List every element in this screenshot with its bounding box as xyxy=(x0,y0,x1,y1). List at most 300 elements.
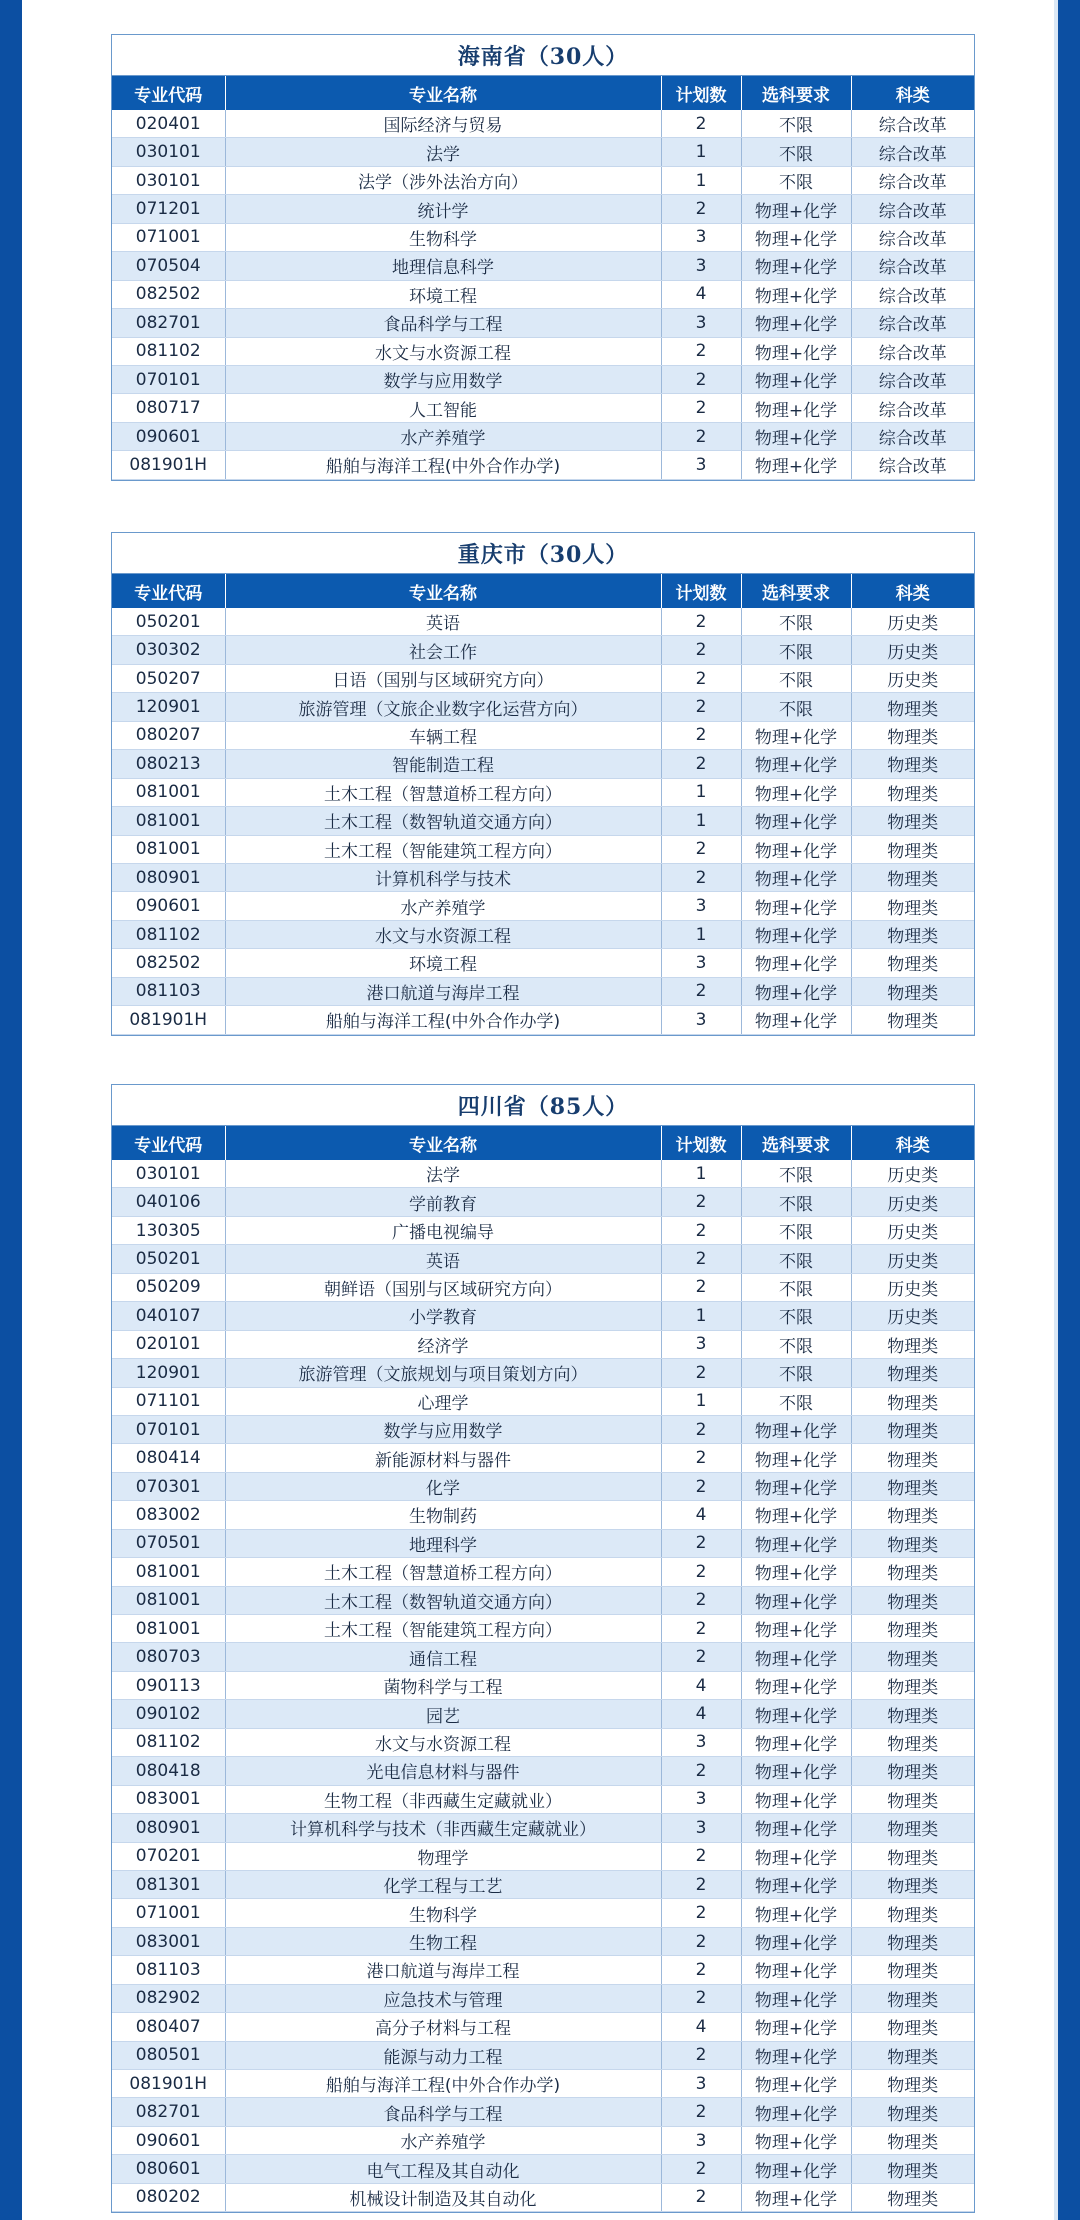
cell-category: 物理类 xyxy=(851,2041,974,2069)
cell-subject-requirement: 物理+化学 xyxy=(741,252,851,280)
cell-subject-requirement: 物理+化学 xyxy=(741,195,851,223)
cell-code: 090113 xyxy=(112,1671,225,1699)
cell-plan-count: 4 xyxy=(661,2013,741,2041)
cell-category: 综合改革 xyxy=(851,223,974,251)
cell-plan-count: 2 xyxy=(661,1899,741,1927)
cell-code: 070101 xyxy=(112,365,225,393)
cell-code: 080213 xyxy=(112,750,225,778)
cell-subject-requirement: 物理+化学 xyxy=(741,920,851,948)
table-row xyxy=(112,949,974,977)
cell-subject-requirement: 物理+化学 xyxy=(741,337,851,365)
cell-category: 物理类 xyxy=(851,863,974,891)
cell-plan-count: 3 xyxy=(661,252,741,280)
cell-category: 历史类 xyxy=(851,1302,974,1330)
right-border-bar xyxy=(1058,0,1080,2220)
cell-plan-count: 2 xyxy=(661,1216,741,1244)
cell-plan-count: 3 xyxy=(661,2126,741,2154)
cell-plan-count: 2 xyxy=(661,608,741,636)
cell-category: 物理类 xyxy=(851,1814,974,1842)
cell-subject-requirement: 物理+化学 xyxy=(741,223,851,251)
cell-code: 071001 xyxy=(112,223,225,251)
cell-name: 土木工程（智能建筑工程方向） xyxy=(225,1615,661,1643)
cell-plan-count: 1 xyxy=(661,1387,741,1415)
cell-name: 地理科学 xyxy=(225,1529,661,1557)
cell-plan-count: 2 xyxy=(661,835,741,863)
cell-plan-count: 1 xyxy=(661,166,741,194)
cell-category: 物理类 xyxy=(851,1615,974,1643)
header-category: 科类 xyxy=(851,574,974,608)
table-row xyxy=(112,750,974,778)
cell-subject-requirement: 不限 xyxy=(741,1245,851,1273)
cell-category: 综合改革 xyxy=(851,422,974,450)
cell-name: 园艺 xyxy=(225,1700,661,1728)
cell-subject-requirement: 物理+化学 xyxy=(741,1558,851,1586)
cell-plan-count: 2 xyxy=(661,422,741,450)
cell-category: 物理类 xyxy=(851,1529,974,1557)
cell-plan-count: 2 xyxy=(661,1188,741,1216)
header-code: 专业代码 xyxy=(112,1126,225,1160)
cell-category: 物理类 xyxy=(851,1415,974,1443)
cell-category: 历史类 xyxy=(851,1245,974,1273)
cell-subject-requirement: 物理+化学 xyxy=(741,977,851,1005)
cell-code: 081001 xyxy=(112,807,225,835)
cell-name: 旅游管理（文旅规划与项目策划方向） xyxy=(225,1359,661,1387)
cell-subject-requirement: 物理+化学 xyxy=(741,1728,851,1756)
cell-category: 物理类 xyxy=(851,892,974,920)
cell-subject-requirement: 不限 xyxy=(741,664,851,692)
cell-category: 综合改革 xyxy=(851,309,974,337)
cell-category: 综合改革 xyxy=(851,337,974,365)
cell-category: 物理类 xyxy=(851,1359,974,1387)
header-category: 科类 xyxy=(851,76,974,110)
cell-category: 历史类 xyxy=(851,1273,974,1301)
cell-plan-count: 2 xyxy=(661,1586,741,1614)
cell-plan-count: 2 xyxy=(661,394,741,422)
cell-code: 080501 xyxy=(112,2041,225,2069)
cell-subject-requirement: 物理+化学 xyxy=(741,2155,851,2183)
table-row xyxy=(112,1842,974,1870)
cell-plan-count: 2 xyxy=(661,1444,741,1472)
cell-subject-requirement: 不限 xyxy=(741,1302,851,1330)
cell-code: 050201 xyxy=(112,608,225,636)
header-code: 专业代码 xyxy=(112,574,225,608)
table-row xyxy=(112,2126,974,2154)
cell-category: 物理类 xyxy=(851,1671,974,1699)
cell-name: 环境工程 xyxy=(225,280,661,308)
cell-subject-requirement: 物理+化学 xyxy=(741,1529,851,1557)
cell-category: 物理类 xyxy=(851,750,974,778)
cell-name: 车辆工程 xyxy=(225,721,661,749)
cell-name: 日语（国别与区域研究方向） xyxy=(225,664,661,692)
cell-plan-count: 3 xyxy=(661,2070,741,2098)
table-row xyxy=(112,1728,974,1756)
cell-category: 物理类 xyxy=(851,1501,974,1529)
cell-subject-requirement: 物理+化学 xyxy=(741,1444,851,1472)
cell-category: 综合改革 xyxy=(851,138,974,166)
cell-subject-requirement: 物理+化学 xyxy=(741,2013,851,2041)
cell-subject-requirement: 物理+化学 xyxy=(741,1501,851,1529)
cell-code: 080601 xyxy=(112,2155,225,2183)
cell-category: 综合改革 xyxy=(851,195,974,223)
cell-subject-requirement: 不限 xyxy=(741,1359,851,1387)
cell-plan-count: 3 xyxy=(661,1006,741,1034)
cell-name: 生物工程（非西藏生定藏就业） xyxy=(225,1785,661,1813)
cell-plan-count: 2 xyxy=(661,750,741,778)
cell-subject-requirement: 不限 xyxy=(741,1387,851,1415)
cell-plan-count: 2 xyxy=(661,1558,741,1586)
table-row xyxy=(112,1415,974,1443)
cell-code: 030302 xyxy=(112,636,225,664)
cell-code: 090601 xyxy=(112,892,225,920)
table-row xyxy=(112,863,974,891)
cell-code: 080207 xyxy=(112,721,225,749)
cell-code: 120901 xyxy=(112,693,225,721)
cell-category: 物理类 xyxy=(851,1387,974,1415)
table-row xyxy=(112,223,974,251)
cell-category: 综合改革 xyxy=(851,252,974,280)
table-row xyxy=(112,110,974,138)
table-row xyxy=(112,807,974,835)
cell-name: 法学 xyxy=(225,138,661,166)
cell-category: 物理类 xyxy=(851,1757,974,1785)
cell-category: 物理类 xyxy=(851,1586,974,1614)
cell-code: 070101 xyxy=(112,1415,225,1443)
cell-subject-requirement: 物理+化学 xyxy=(741,280,851,308)
cell-code: 080418 xyxy=(112,1757,225,1785)
cell-plan-count: 2 xyxy=(661,2041,741,2069)
cell-name: 船舶与海洋工程(中外合作办学) xyxy=(225,2070,661,2098)
cell-category: 物理类 xyxy=(851,1643,974,1671)
cell-name: 通信工程 xyxy=(225,1643,661,1671)
cell-name: 统计学 xyxy=(225,195,661,223)
cell-name: 小学教育 xyxy=(225,1302,661,1330)
cell-category: 历史类 xyxy=(851,636,974,664)
cell-plan-count: 2 xyxy=(661,2098,741,2126)
cell-name: 朝鲜语（国别与区域研究方向） xyxy=(225,1273,661,1301)
cell-plan-count: 1 xyxy=(661,1302,741,1330)
cell-plan-count: 2 xyxy=(661,693,741,721)
cell-name: 英语 xyxy=(225,1245,661,1273)
cell-plan-count: 2 xyxy=(661,977,741,1005)
cell-name: 船舶与海洋工程(中外合作办学) xyxy=(225,1006,661,1034)
cell-subject-requirement: 不限 xyxy=(741,1160,851,1188)
cell-plan-count: 2 xyxy=(661,721,741,749)
province-table-panel xyxy=(111,532,975,1036)
cell-category: 物理类 xyxy=(851,807,974,835)
cell-plan-count: 2 xyxy=(661,1472,741,1500)
cell-name: 化学 xyxy=(225,1472,661,1500)
cell-name: 生物制药 xyxy=(225,1501,661,1529)
cell-plan-count: 2 xyxy=(661,1273,741,1301)
cell-plan-count: 3 xyxy=(661,309,741,337)
province-title: 重庆市（30人） xyxy=(112,533,974,574)
cell-category: 综合改革 xyxy=(851,166,974,194)
cell-subject-requirement: 物理+化学 xyxy=(741,309,851,337)
cell-plan-count: 4 xyxy=(661,1700,741,1728)
table-row xyxy=(112,280,974,308)
cell-subject-requirement: 物理+化学 xyxy=(741,422,851,450)
cell-plan-count: 2 xyxy=(661,2155,741,2183)
table-row xyxy=(112,1956,974,1984)
cell-name: 环境工程 xyxy=(225,949,661,977)
table-row xyxy=(112,1984,974,2012)
cell-name: 生物科学 xyxy=(225,223,661,251)
cell-code: 040107 xyxy=(112,1302,225,1330)
cell-name: 应急技术与管理 xyxy=(225,1984,661,2012)
table-row xyxy=(112,1814,974,1842)
cell-category: 物理类 xyxy=(851,1700,974,1728)
table-row xyxy=(112,608,974,636)
cell-subject-requirement: 物理+化学 xyxy=(741,1814,851,1842)
table-row xyxy=(112,2098,974,2126)
cell-category: 物理类 xyxy=(851,1330,974,1358)
cell-name: 法学 xyxy=(225,1160,661,1188)
cell-plan-count: 2 xyxy=(661,1842,741,1870)
cell-category: 物理类 xyxy=(851,1899,974,1927)
cell-name: 数学与应用数学 xyxy=(225,365,661,393)
cell-plan-count: 2 xyxy=(661,1615,741,1643)
cell-name: 港口航道与海岸工程 xyxy=(225,977,661,1005)
cell-name: 光电信息材料与器件 xyxy=(225,1757,661,1785)
table-row xyxy=(112,1757,974,1785)
cell-name: 土木工程（智慧道桥工程方向） xyxy=(225,1558,661,1586)
table-row xyxy=(112,166,974,194)
cell-name: 人工智能 xyxy=(225,394,661,422)
cell-subject-requirement: 物理+化学 xyxy=(741,2126,851,2154)
cell-category: 物理类 xyxy=(851,1558,974,1586)
cell-name: 能源与动力工程 xyxy=(225,2041,661,2069)
cell-name: 高分子材料与工程 xyxy=(225,2013,661,2041)
cell-subject-requirement: 物理+化学 xyxy=(741,892,851,920)
cell-plan-count: 3 xyxy=(661,1785,741,1813)
cell-plan-count: 2 xyxy=(661,1643,741,1671)
cell-subject-requirement: 不限 xyxy=(741,608,851,636)
cell-plan-count: 1 xyxy=(661,920,741,948)
cell-subject-requirement: 物理+化学 xyxy=(741,2098,851,2126)
cell-category: 综合改革 xyxy=(851,110,974,138)
cell-plan-count: 3 xyxy=(661,223,741,251)
cell-name: 广播电视编导 xyxy=(225,1216,661,1244)
cell-code: 080901 xyxy=(112,1814,225,1842)
cell-category: 物理类 xyxy=(851,920,974,948)
cell-code: 082502 xyxy=(112,949,225,977)
cell-code: 081001 xyxy=(112,1615,225,1643)
table-row xyxy=(112,1501,974,1529)
cell-code: 071201 xyxy=(112,195,225,223)
table-row xyxy=(112,195,974,223)
cell-subject-requirement: 物理+化学 xyxy=(741,807,851,835)
cell-code: 080414 xyxy=(112,1444,225,1472)
cell-name: 法学（涉外法治方向） xyxy=(225,166,661,194)
cell-plan-count: 2 xyxy=(661,1757,741,1785)
cell-plan-count: 3 xyxy=(661,1728,741,1756)
cell-code: 081001 xyxy=(112,1586,225,1614)
cell-code: 082902 xyxy=(112,1984,225,2012)
cell-category: 历史类 xyxy=(851,664,974,692)
cell-code: 083001 xyxy=(112,1927,225,1955)
cell-subject-requirement: 不限 xyxy=(741,1188,851,1216)
cell-category: 物理类 xyxy=(851,2155,974,2183)
cell-name: 水产养殖学 xyxy=(225,2126,661,2154)
table-row xyxy=(112,394,974,422)
table-row xyxy=(112,138,974,166)
cell-category: 历史类 xyxy=(851,608,974,636)
cell-name: 地理信息科学 xyxy=(225,252,661,280)
cell-category: 历史类 xyxy=(851,1160,974,1188)
cell-subject-requirement: 物理+化学 xyxy=(741,1006,851,1034)
cell-subject-requirement: 物理+化学 xyxy=(741,863,851,891)
table-row xyxy=(112,1273,974,1301)
cell-code: 080703 xyxy=(112,1643,225,1671)
header-code: 专业代码 xyxy=(112,76,225,110)
header-plan-count: 计划数 xyxy=(661,1126,741,1160)
cell-name: 化学工程与工艺 xyxy=(225,1870,661,1898)
table-row xyxy=(112,892,974,920)
cell-plan-count: 2 xyxy=(661,337,741,365)
province-table-panel xyxy=(111,1084,975,2213)
cell-name: 学前教育 xyxy=(225,1188,661,1216)
cell-category: 综合改革 xyxy=(851,365,974,393)
cell-subject-requirement: 物理+化学 xyxy=(741,1615,851,1643)
table-row xyxy=(112,636,974,664)
table-row xyxy=(112,1643,974,1671)
enrollment-table xyxy=(112,76,974,480)
province-title: 四川省（85人） xyxy=(112,1085,974,1126)
table-row xyxy=(112,2013,974,2041)
cell-subject-requirement: 物理+化学 xyxy=(741,2041,851,2069)
table-row xyxy=(112,920,974,948)
cell-code: 081102 xyxy=(112,337,225,365)
cell-subject-requirement: 物理+化学 xyxy=(741,451,851,479)
cell-category: 物理类 xyxy=(851,2070,974,2098)
header-subject-requirement: 选科要求 xyxy=(741,574,851,608)
cell-plan-count: 2 xyxy=(661,664,741,692)
cell-name: 机械设计制造及其自动化 xyxy=(225,2183,661,2211)
cell-name: 数学与应用数学 xyxy=(225,1415,661,1443)
cell-subject-requirement: 物理+化学 xyxy=(741,394,851,422)
cell-plan-count: 3 xyxy=(661,1330,741,1358)
cell-code: 080202 xyxy=(112,2183,225,2211)
table-row xyxy=(112,422,974,450)
cell-subject-requirement: 不限 xyxy=(741,166,851,194)
cell-subject-requirement: 物理+化学 xyxy=(741,1842,851,1870)
cell-code: 120901 xyxy=(112,1359,225,1387)
cell-subject-requirement: 物理+化学 xyxy=(741,1643,851,1671)
cell-category: 物理类 xyxy=(851,949,974,977)
cell-subject-requirement: 物理+化学 xyxy=(741,721,851,749)
table-row xyxy=(112,1216,974,1244)
cell-subject-requirement: 物理+化学 xyxy=(741,778,851,806)
table-row xyxy=(112,693,974,721)
cell-category: 历史类 xyxy=(851,1188,974,1216)
table-row xyxy=(112,1188,974,1216)
cell-plan-count: 2 xyxy=(661,1415,741,1443)
cell-name: 水文与水资源工程 xyxy=(225,920,661,948)
cell-subject-requirement: 不限 xyxy=(741,1330,851,1358)
header-plan-count: 计划数 xyxy=(661,574,741,608)
cell-plan-count: 4 xyxy=(661,1501,741,1529)
table-row xyxy=(112,1927,974,1955)
cell-plan-count: 2 xyxy=(661,1927,741,1955)
enrollment-table xyxy=(112,1126,974,2212)
table-row xyxy=(112,977,974,1005)
table-header-row xyxy=(112,574,974,608)
cell-plan-count: 3 xyxy=(661,949,741,977)
cell-category: 历史类 xyxy=(851,1216,974,1244)
table-row xyxy=(112,1006,974,1034)
cell-code: 081001 xyxy=(112,778,225,806)
cell-name: 船舶与海洋工程(中外合作办学) xyxy=(225,451,661,479)
cell-name: 新能源材料与器件 xyxy=(225,1444,661,1472)
province-table-panel xyxy=(111,34,975,481)
cell-subject-requirement: 物理+化学 xyxy=(741,2070,851,2098)
table-row xyxy=(112,835,974,863)
cell-name: 土木工程（智能建筑工程方向） xyxy=(225,835,661,863)
table-row xyxy=(112,1870,974,1898)
cell-category: 物理类 xyxy=(851,835,974,863)
cell-category: 物理类 xyxy=(851,1785,974,1813)
cell-subject-requirement: 物理+化学 xyxy=(741,365,851,393)
table-row xyxy=(112,1387,974,1415)
table-row xyxy=(112,309,974,337)
table-row xyxy=(112,1444,974,1472)
cell-name: 水文与水资源工程 xyxy=(225,337,661,365)
cell-subject-requirement: 不限 xyxy=(741,636,851,664)
cell-name: 心理学 xyxy=(225,1387,661,1415)
cell-category: 综合改革 xyxy=(851,451,974,479)
cell-category: 物理类 xyxy=(851,1984,974,2012)
table-row xyxy=(112,1330,974,1358)
cell-code: 081901H xyxy=(112,2070,225,2098)
cell-code: 082502 xyxy=(112,280,225,308)
cell-code: 070501 xyxy=(112,1529,225,1557)
cell-plan-count: 2 xyxy=(661,1529,741,1557)
table-row xyxy=(112,1359,974,1387)
cell-name: 水产养殖学 xyxy=(225,892,661,920)
cell-subject-requirement: 物理+化学 xyxy=(741,1927,851,1955)
table-row xyxy=(112,252,974,280)
cell-code: 081901H xyxy=(112,451,225,479)
cell-code: 081001 xyxy=(112,1558,225,1586)
header-subject-requirement: 选科要求 xyxy=(741,1126,851,1160)
cell-category: 综合改革 xyxy=(851,394,974,422)
cell-code: 030101 xyxy=(112,138,225,166)
cell-plan-count: 2 xyxy=(661,1984,741,2012)
cell-name: 港口航道与海岸工程 xyxy=(225,1956,661,1984)
cell-subject-requirement: 物理+化学 xyxy=(741,1984,851,2012)
cell-plan-count: 1 xyxy=(661,807,741,835)
cell-category: 物理类 xyxy=(851,1956,974,1984)
cell-plan-count: 3 xyxy=(661,451,741,479)
cell-plan-count: 2 xyxy=(661,365,741,393)
cell-name: 食品科学与工程 xyxy=(225,309,661,337)
cell-name: 生物工程 xyxy=(225,1927,661,1955)
table-row xyxy=(112,451,974,479)
cell-subject-requirement: 物理+化学 xyxy=(741,1870,851,1898)
cell-code: 070201 xyxy=(112,1842,225,1870)
header-plan-count: 计划数 xyxy=(661,76,741,110)
cell-category: 物理类 xyxy=(851,2183,974,2211)
cell-subject-requirement: 不限 xyxy=(741,110,851,138)
table-row xyxy=(112,337,974,365)
table-row xyxy=(112,1529,974,1557)
cell-category: 物理类 xyxy=(851,1870,974,1898)
cell-plan-count: 1 xyxy=(661,1160,741,1188)
table-row xyxy=(112,365,974,393)
cell-subject-requirement: 物理+化学 xyxy=(741,2183,851,2211)
table-header-row xyxy=(112,1126,974,1160)
cell-code: 040106 xyxy=(112,1188,225,1216)
